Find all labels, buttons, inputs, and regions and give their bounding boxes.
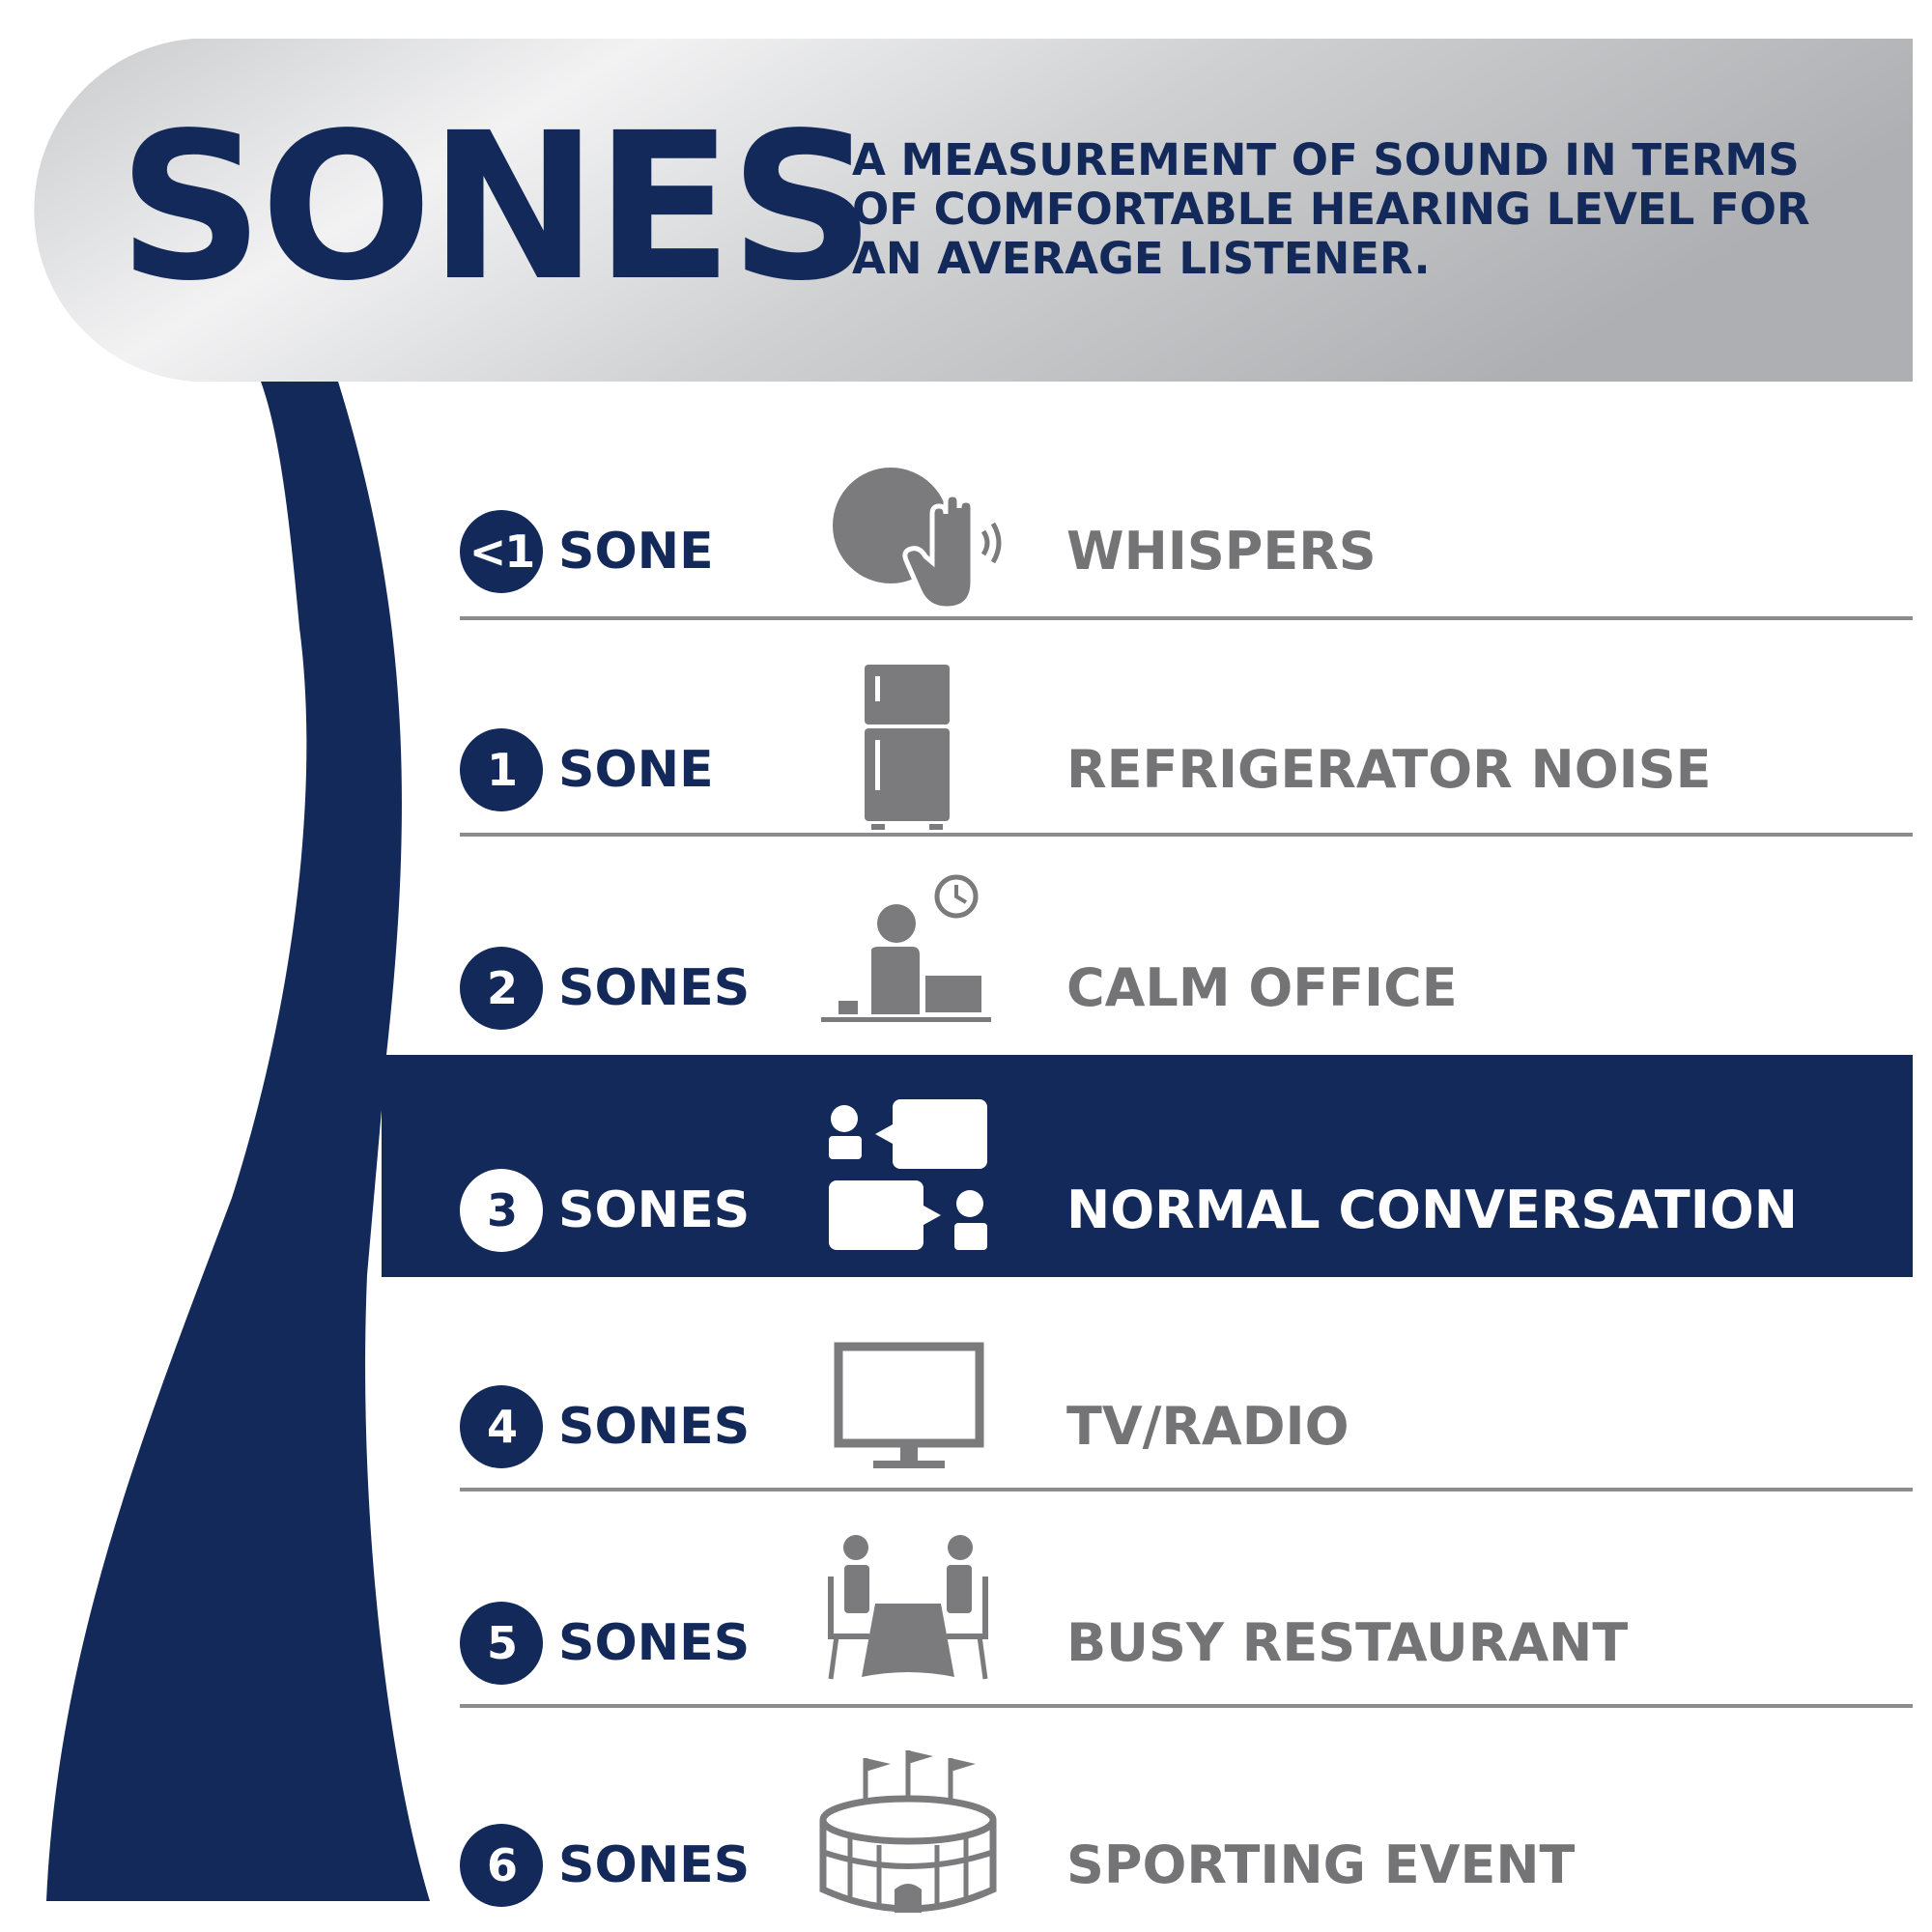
level-description: BUSY RESTAURANT xyxy=(1066,1612,1629,1673)
row-divider xyxy=(460,616,1913,620)
level-description: NORMAL CONVERSATION xyxy=(1066,1179,1798,1240)
row-divider xyxy=(460,1488,1913,1492)
level-badge: 5 xyxy=(460,1602,543,1685)
level-unit: SONE xyxy=(558,741,714,799)
level-unit: SONES xyxy=(558,1398,751,1456)
refrigerator-icon xyxy=(811,655,1005,838)
level-unit: SONES xyxy=(558,1836,751,1894)
office-icon xyxy=(811,869,1005,1053)
level-badge: 4 xyxy=(460,1385,543,1468)
level-unit: SONES xyxy=(558,1181,751,1239)
row-divider xyxy=(460,833,1913,837)
level-description: REFRIGERATOR NOISE xyxy=(1066,739,1712,800)
level-badge: 6 xyxy=(460,1824,543,1907)
restaurant-icon xyxy=(811,1522,1005,1706)
level-description: TV/RADIO xyxy=(1066,1396,1350,1457)
level-badge: 2 xyxy=(460,947,543,1030)
level-unit: SONES xyxy=(558,1614,751,1672)
level-unit: SONE xyxy=(558,523,714,581)
conversation-icon xyxy=(811,1090,1005,1273)
level-description: WHISPERS xyxy=(1066,521,1377,582)
level-description: SPORTING EVENT xyxy=(1066,1834,1576,1895)
level-description: CALM OFFICE xyxy=(1066,957,1458,1018)
page-title: SONES xyxy=(118,89,872,326)
level-badge: <1 xyxy=(460,510,543,593)
whisper-icon xyxy=(811,446,1005,630)
page-subtitle: A MEASUREMENT OF SOUND IN TERMS OF COMFORTABLE HEARING LEVEL FOR AN AVERAGE LISTENER. xyxy=(852,134,1810,284)
level-badge: 3 xyxy=(460,1169,543,1252)
level-unit: SONES xyxy=(558,959,751,1017)
stadium-icon xyxy=(811,1745,1005,1928)
row-divider xyxy=(460,1704,1913,1708)
level-badge: 1 xyxy=(460,728,543,811)
navy-curve xyxy=(46,382,430,1901)
